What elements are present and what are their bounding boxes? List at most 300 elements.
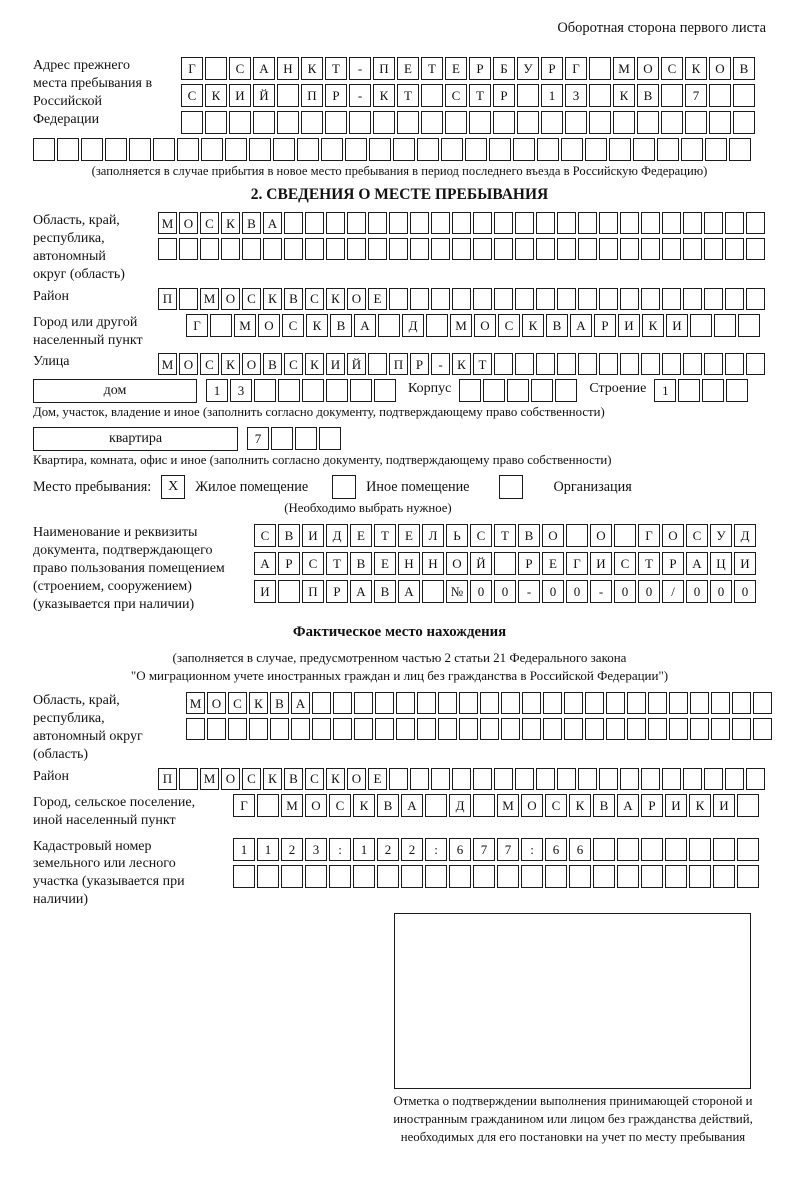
char-cell[interactable]: О: [258, 314, 280, 337]
char-cell[interactable]: [179, 238, 198, 260]
char-cell[interactable]: [599, 288, 618, 310]
char-cell[interactable]: [683, 768, 702, 790]
char-cell[interactable]: -: [349, 84, 371, 107]
char-cell[interactable]: [665, 838, 687, 861]
char-cell[interactable]: [704, 238, 723, 260]
char-cell[interactable]: Г: [233, 794, 255, 817]
char-cell[interactable]: Е: [374, 552, 396, 575]
char-cell[interactable]: [690, 692, 709, 714]
char-cell[interactable]: [201, 138, 223, 161]
char-cell[interactable]: О: [542, 524, 564, 547]
char-cell[interactable]: [350, 379, 372, 402]
char-cell[interactable]: [179, 768, 198, 790]
char-cell[interactable]: А: [263, 212, 282, 234]
char-cell[interactable]: [354, 718, 373, 740]
char-cell[interactable]: О: [446, 552, 468, 575]
char-cell[interactable]: [746, 353, 765, 375]
char-cell[interactable]: 0: [710, 580, 732, 603]
char-cell[interactable]: [494, 552, 516, 575]
char-cell[interactable]: [711, 692, 730, 714]
char-cell[interactable]: [689, 838, 711, 861]
char-cell[interactable]: К: [569, 794, 591, 817]
char-cell[interactable]: К: [353, 794, 375, 817]
char-cell[interactable]: [633, 138, 655, 161]
char-cell[interactable]: [452, 288, 471, 310]
char-cell[interactable]: И: [229, 84, 251, 107]
char-cell[interactable]: [725, 238, 744, 260]
char-cell[interactable]: [662, 768, 681, 790]
char-cell[interactable]: [541, 111, 563, 134]
char-cell[interactable]: [473, 212, 492, 234]
char-cell[interactable]: [181, 111, 203, 134]
char-cell[interactable]: [531, 379, 553, 402]
char-cell[interactable]: [410, 238, 429, 260]
char-cell[interactable]: [709, 84, 731, 107]
char-cell[interactable]: [153, 138, 175, 161]
char-cell[interactable]: [620, 238, 639, 260]
char-cell[interactable]: [564, 692, 583, 714]
char-cell[interactable]: П: [373, 57, 395, 80]
char-cell[interactable]: [179, 288, 198, 310]
char-cell[interactable]: Т: [397, 84, 419, 107]
char-cell[interactable]: 7: [497, 838, 519, 861]
char-cell[interactable]: [229, 111, 251, 134]
char-cell[interactable]: [536, 768, 555, 790]
char-cell[interactable]: [459, 379, 481, 402]
char-cell[interactable]: Р: [541, 57, 563, 80]
char-cell[interactable]: Т: [421, 57, 443, 80]
char-cell[interactable]: Е: [542, 552, 564, 575]
char-cell[interactable]: [662, 238, 681, 260]
char-cell[interactable]: [566, 524, 588, 547]
char-cell[interactable]: [614, 524, 636, 547]
char-cell[interactable]: [536, 288, 555, 310]
char-cell[interactable]: [284, 238, 303, 260]
char-cell[interactable]: Т: [494, 524, 516, 547]
char-cell[interactable]: Е: [368, 288, 387, 310]
char-cell[interactable]: [301, 111, 323, 134]
char-cell[interactable]: [449, 865, 471, 888]
char-cell[interactable]: [200, 238, 219, 260]
char-cell[interactable]: В: [278, 524, 300, 547]
char-cell[interactable]: Т: [469, 84, 491, 107]
char-cell[interactable]: А: [398, 580, 420, 603]
char-cell[interactable]: П: [158, 768, 177, 790]
char-cell[interactable]: [452, 238, 471, 260]
char-cell[interactable]: [305, 212, 324, 234]
char-cell[interactable]: [515, 353, 534, 375]
char-cell[interactable]: П: [301, 84, 323, 107]
char-cell[interactable]: В: [637, 84, 659, 107]
char-cell[interactable]: Р: [493, 84, 515, 107]
char-cell[interactable]: [661, 111, 683, 134]
char-cell[interactable]: [732, 718, 751, 740]
char-cell[interactable]: [321, 138, 343, 161]
char-cell[interactable]: [641, 865, 663, 888]
char-cell[interactable]: [353, 865, 375, 888]
char-cell[interactable]: И: [326, 353, 345, 375]
char-cell[interactable]: [641, 768, 660, 790]
char-cell[interactable]: Н: [422, 552, 444, 575]
char-cell[interactable]: С: [614, 552, 636, 575]
char-cell[interactable]: А: [570, 314, 592, 337]
char-cell[interactable]: [593, 865, 615, 888]
char-cell[interactable]: 1: [206, 379, 228, 402]
char-cell[interactable]: -: [590, 580, 612, 603]
char-cell[interactable]: [368, 238, 387, 260]
char-cell[interactable]: [257, 794, 279, 817]
char-cell[interactable]: У: [517, 57, 539, 80]
char-cell[interactable]: [522, 692, 541, 714]
char-cell[interactable]: 3: [305, 838, 327, 861]
char-cell[interactable]: 1: [353, 838, 375, 861]
char-cell[interactable]: Е: [397, 57, 419, 80]
char-cell[interactable]: [473, 794, 495, 817]
char-cell[interactable]: Е: [368, 768, 387, 790]
char-cell[interactable]: -: [518, 580, 540, 603]
char-cell[interactable]: [473, 768, 492, 790]
char-cell[interactable]: [662, 288, 681, 310]
char-cell[interactable]: [295, 427, 317, 450]
char-cell[interactable]: [207, 718, 226, 740]
char-cell[interactable]: [297, 138, 319, 161]
char-cell[interactable]: 1: [541, 84, 563, 107]
char-cell[interactable]: В: [330, 314, 352, 337]
char-cell[interactable]: [737, 838, 759, 861]
char-cell[interactable]: О: [347, 288, 366, 310]
char-cell[interactable]: О: [521, 794, 543, 817]
char-cell[interactable]: О: [221, 768, 240, 790]
char-cell[interactable]: Ь: [446, 524, 468, 547]
char-cell[interactable]: [501, 692, 520, 714]
char-cell[interactable]: С: [242, 288, 261, 310]
char-cell[interactable]: [177, 138, 199, 161]
char-cell[interactable]: В: [350, 552, 372, 575]
char-cell[interactable]: [253, 111, 275, 134]
char-cell[interactable]: [373, 111, 395, 134]
char-cell[interactable]: [326, 379, 348, 402]
char-cell[interactable]: [689, 865, 711, 888]
char-cell[interactable]: Р: [278, 552, 300, 575]
char-cell[interactable]: [431, 288, 450, 310]
char-cell[interactable]: Д: [402, 314, 424, 337]
char-cell[interactable]: Й: [470, 552, 492, 575]
char-cell[interactable]: [489, 138, 511, 161]
char-cell[interactable]: [410, 768, 429, 790]
char-cell[interactable]: [746, 238, 765, 260]
char-cell[interactable]: [254, 379, 276, 402]
char-cell[interactable]: С: [329, 794, 351, 817]
char-cell[interactable]: [368, 353, 387, 375]
char-cell[interactable]: [725, 768, 744, 790]
char-cell[interactable]: В: [546, 314, 568, 337]
char-cell[interactable]: [522, 718, 541, 740]
char-cell[interactable]: И: [590, 552, 612, 575]
char-cell[interactable]: [725, 288, 744, 310]
char-cell[interactable]: [725, 212, 744, 234]
char-cell[interactable]: [494, 353, 513, 375]
char-cell[interactable]: 6: [545, 838, 567, 861]
char-cell[interactable]: [480, 692, 499, 714]
char-cell[interactable]: [690, 718, 709, 740]
char-cell[interactable]: [375, 718, 394, 740]
char-cell[interactable]: -: [349, 57, 371, 80]
char-cell[interactable]: Е: [398, 524, 420, 547]
char-cell[interactable]: К: [452, 353, 471, 375]
char-cell[interactable]: [662, 212, 681, 234]
char-cell[interactable]: Т: [473, 353, 492, 375]
char-cell[interactable]: [417, 138, 439, 161]
char-cell[interactable]: О: [590, 524, 612, 547]
char-cell[interactable]: 6: [569, 838, 591, 861]
char-cell[interactable]: [378, 314, 400, 337]
char-cell[interactable]: А: [401, 794, 423, 817]
char-cell[interactable]: [210, 314, 232, 337]
char-cell[interactable]: К: [221, 353, 240, 375]
char-cell[interactable]: С: [305, 288, 324, 310]
char-cell[interactable]: [737, 865, 759, 888]
char-cell[interactable]: [249, 138, 271, 161]
char-cell[interactable]: [431, 212, 450, 234]
char-cell[interactable]: [515, 288, 534, 310]
char-cell[interactable]: [648, 692, 667, 714]
char-cell[interactable]: Н: [277, 57, 299, 80]
char-cell[interactable]: [578, 768, 597, 790]
char-cell[interactable]: О: [709, 57, 731, 80]
char-cell[interactable]: У: [710, 524, 732, 547]
char-cell[interactable]: С: [200, 212, 219, 234]
char-cell[interactable]: О: [474, 314, 496, 337]
char-cell[interactable]: [228, 718, 247, 740]
char-cell[interactable]: И: [618, 314, 640, 337]
char-cell[interactable]: К: [613, 84, 635, 107]
char-cell[interactable]: И: [666, 314, 688, 337]
char-cell[interactable]: [678, 379, 700, 402]
char-cell[interactable]: Т: [326, 552, 348, 575]
char-cell[interactable]: И: [302, 524, 324, 547]
char-cell[interactable]: Р: [662, 552, 684, 575]
char-cell[interactable]: [704, 288, 723, 310]
char-cell[interactable]: [284, 212, 303, 234]
char-cell[interactable]: [374, 379, 396, 402]
char-cell[interactable]: [648, 718, 667, 740]
char-cell[interactable]: Д: [449, 794, 471, 817]
char-cell[interactable]: Г: [566, 552, 588, 575]
char-cell[interactable]: С: [445, 84, 467, 107]
char-cell[interactable]: [225, 138, 247, 161]
char-cell[interactable]: [277, 111, 299, 134]
char-cell[interactable]: [105, 138, 127, 161]
char-cell[interactable]: №: [446, 580, 468, 603]
char-cell[interactable]: С: [181, 84, 203, 107]
char-cell[interactable]: [205, 111, 227, 134]
char-cell[interactable]: [515, 768, 534, 790]
char-cell[interactable]: [517, 111, 539, 134]
char-cell[interactable]: [704, 212, 723, 234]
char-cell[interactable]: С: [228, 692, 247, 714]
char-cell[interactable]: [459, 692, 478, 714]
char-cell[interactable]: [593, 838, 615, 861]
char-cell[interactable]: 1: [257, 838, 279, 861]
char-cell[interactable]: [389, 288, 408, 310]
char-cell[interactable]: О: [221, 288, 240, 310]
char-cell[interactable]: Т: [638, 552, 660, 575]
char-cell[interactable]: [557, 768, 576, 790]
char-cell[interactable]: [333, 692, 352, 714]
char-cell[interactable]: [617, 838, 639, 861]
char-cell[interactable]: [438, 692, 457, 714]
char-cell[interactable]: К: [685, 57, 707, 80]
char-cell[interactable]: [617, 865, 639, 888]
char-cell[interactable]: [641, 838, 663, 861]
char-cell[interactable]: [627, 692, 646, 714]
char-cell[interactable]: :: [425, 838, 447, 861]
char-cell[interactable]: Г: [186, 314, 208, 337]
char-cell[interactable]: В: [733, 57, 755, 80]
char-cell[interactable]: С: [470, 524, 492, 547]
char-cell[interactable]: К: [249, 692, 268, 714]
char-cell[interactable]: [737, 794, 759, 817]
char-cell[interactable]: [657, 138, 679, 161]
char-cell[interactable]: [312, 718, 331, 740]
char-cell[interactable]: А: [354, 314, 376, 337]
char-cell[interactable]: [725, 353, 744, 375]
char-cell[interactable]: [441, 138, 463, 161]
char-cell[interactable]: М: [158, 353, 177, 375]
char-cell[interactable]: [233, 865, 255, 888]
char-cell[interactable]: [705, 138, 727, 161]
char-cell[interactable]: 7: [685, 84, 707, 107]
char-cell[interactable]: Р: [326, 580, 348, 603]
char-cell[interactable]: [690, 314, 712, 337]
char-cell[interactable]: [606, 692, 625, 714]
char-cell[interactable]: [561, 138, 583, 161]
char-cell[interactable]: [620, 212, 639, 234]
char-cell[interactable]: К: [263, 288, 282, 310]
char-cell[interactable]: К: [326, 768, 345, 790]
char-cell[interactable]: И: [254, 580, 276, 603]
char-cell[interactable]: С: [302, 552, 324, 575]
char-cell[interactable]: [445, 111, 467, 134]
char-cell[interactable]: [242, 238, 261, 260]
char-cell[interactable]: К: [263, 768, 282, 790]
char-cell[interactable]: [278, 580, 300, 603]
char-cell[interactable]: [665, 865, 687, 888]
char-cell[interactable]: А: [350, 580, 372, 603]
char-cell[interactable]: [397, 111, 419, 134]
char-cell[interactable]: [746, 288, 765, 310]
stay-option-other-checkbox[interactable]: [332, 475, 356, 499]
char-cell[interactable]: С: [305, 768, 324, 790]
char-cell[interactable]: -: [431, 353, 450, 375]
char-cell[interactable]: Й: [253, 84, 275, 107]
char-cell[interactable]: С: [242, 768, 261, 790]
char-cell[interactable]: П: [389, 353, 408, 375]
char-cell[interactable]: [733, 111, 755, 134]
char-cell[interactable]: [557, 212, 576, 234]
char-cell[interactable]: [685, 111, 707, 134]
char-cell[interactable]: [713, 865, 735, 888]
char-cell[interactable]: [578, 353, 597, 375]
char-cell[interactable]: 6: [449, 838, 471, 861]
char-cell[interactable]: [620, 353, 639, 375]
house-type-field[interactable]: дом: [33, 379, 197, 403]
char-cell[interactable]: К: [326, 288, 345, 310]
char-cell[interactable]: [662, 353, 681, 375]
char-cell[interactable]: [620, 288, 639, 310]
char-cell[interactable]: [480, 718, 499, 740]
char-cell[interactable]: [606, 718, 625, 740]
char-cell[interactable]: О: [305, 794, 327, 817]
char-cell[interactable]: М: [186, 692, 205, 714]
char-cell[interactable]: [683, 238, 702, 260]
char-cell[interactable]: [465, 138, 487, 161]
char-cell[interactable]: [431, 238, 450, 260]
char-cell[interactable]: [515, 238, 534, 260]
char-cell[interactable]: О: [637, 57, 659, 80]
char-cell[interactable]: [347, 238, 366, 260]
char-cell[interactable]: [497, 865, 519, 888]
char-cell[interactable]: В: [270, 692, 289, 714]
char-cell[interactable]: Е: [350, 524, 372, 547]
char-cell[interactable]: С: [200, 353, 219, 375]
char-cell[interactable]: [599, 353, 618, 375]
char-cell[interactable]: [746, 768, 765, 790]
char-cell[interactable]: [578, 288, 597, 310]
char-cell[interactable]: [249, 718, 268, 740]
char-cell[interactable]: [312, 692, 331, 714]
char-cell[interactable]: [536, 238, 555, 260]
char-cell[interactable]: [438, 718, 457, 740]
char-cell[interactable]: М: [234, 314, 256, 337]
char-cell[interactable]: [425, 865, 447, 888]
char-cell[interactable]: [257, 865, 279, 888]
char-cell[interactable]: [589, 84, 611, 107]
char-cell[interactable]: [271, 427, 293, 450]
char-cell[interactable]: [704, 768, 723, 790]
char-cell[interactable]: С: [686, 524, 708, 547]
char-cell[interactable]: К: [305, 353, 324, 375]
char-cell[interactable]: [205, 57, 227, 80]
char-cell[interactable]: С: [545, 794, 567, 817]
char-cell[interactable]: [319, 427, 341, 450]
char-cell[interactable]: Й: [347, 353, 366, 375]
char-cell[interactable]: [627, 718, 646, 740]
char-cell[interactable]: [713, 838, 735, 861]
char-cell[interactable]: [422, 580, 444, 603]
char-cell[interactable]: [389, 212, 408, 234]
char-cell[interactable]: К: [301, 57, 323, 80]
char-cell[interactable]: С: [254, 524, 276, 547]
char-cell[interactable]: [494, 238, 513, 260]
char-cell[interactable]: [401, 865, 423, 888]
char-cell[interactable]: [375, 692, 394, 714]
char-cell[interactable]: К: [642, 314, 664, 337]
char-cell[interactable]: 0: [686, 580, 708, 603]
char-cell[interactable]: [57, 138, 79, 161]
char-cell[interactable]: [494, 288, 513, 310]
char-cell[interactable]: А: [253, 57, 275, 80]
char-cell[interactable]: Е: [445, 57, 467, 80]
char-cell[interactable]: О: [179, 353, 198, 375]
char-cell[interactable]: [515, 212, 534, 234]
char-cell[interactable]: [221, 238, 240, 260]
char-cell[interactable]: 1: [654, 379, 676, 402]
char-cell[interactable]: О: [347, 768, 366, 790]
char-cell[interactable]: [33, 138, 55, 161]
char-cell[interactable]: Г: [565, 57, 587, 80]
char-cell[interactable]: М: [281, 794, 303, 817]
